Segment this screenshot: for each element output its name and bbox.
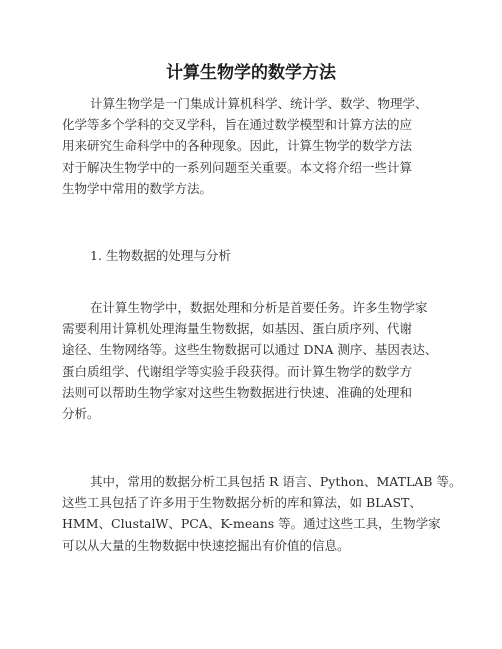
intro-line: 计算生物学是一门集成计算机科学、统计学、数学、物理学、 <box>90 96 428 111</box>
paragraph-line: 分析。 <box>62 406 100 422</box>
paragraph-line: 其中，常用的数据分析工具包括 R 语言、Python、MATLAB 等。 <box>90 474 462 489</box>
paragraph-line: 途径、生物网络等。这些生物数据可以通过 DNA 测序、基因表达、 <box>62 342 438 358</box>
paragraph-line: 需要利用计算机处理海量生物数据，如基因、蛋白质序列、代谢 <box>62 321 413 337</box>
section-paragraph <box>0 297 502 424</box>
paragraph-line: HMM、ClustalW、PCA、K-means 等。通过这些工具，生物学家 <box>62 516 441 532</box>
intro-line: 对于解决生物学中的一系列问题至关重要。本文将介绍一些计算 <box>62 159 413 175</box>
paragraph-line: 法则可以帮助生物学家对这些生物数据进行快速、准确的处理和 <box>62 384 413 400</box>
intro-line: 用来研究生命科学中的各种现象。因此，计算生物学的数学方法 <box>62 138 413 154</box>
paragraph-line: 在计算生物学中，数据处理和分析是首要任务。许多生物学家 <box>90 300 428 315</box>
section-heading: 1. 生物数据的处理与分析 <box>90 248 231 263</box>
intro-line: 生物学中常用的数学方法。 <box>62 180 213 196</box>
paragraph-line: 可以从大量的生物数据中快速挖掘出有价值的信息。 <box>62 537 350 553</box>
paragraph-line: 蛋白质组学、代谢组学等实验手段获得。而计算生物学的数学方 <box>62 363 413 379</box>
paragraph-line: 这些工具包括了许多用于生物数据分析的库和算法，如 BLAST、 <box>62 495 422 511</box>
document-title: 计算生物学的数学方法 <box>166 63 336 83</box>
intro-paragraph <box>0 93 502 199</box>
intro-line: 化学等多个学科的交叉学科，旨在通过数学模型和计算方法的应 <box>62 117 413 133</box>
section-paragraph <box>0 471 502 556</box>
